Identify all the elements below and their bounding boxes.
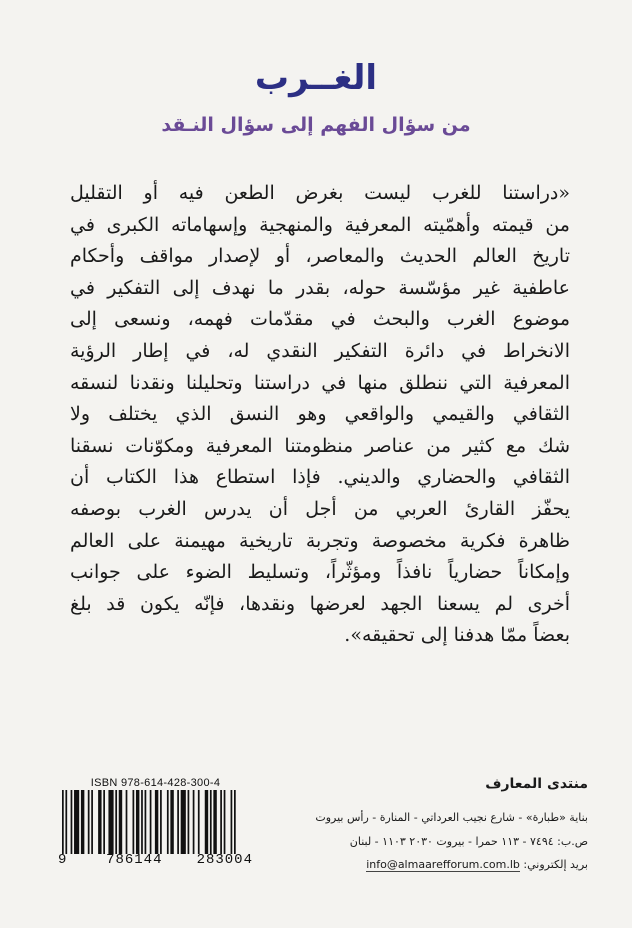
barcode-bar bbox=[170, 790, 173, 854]
barcode-bar bbox=[210, 790, 212, 854]
blurb-line: الثقافي والقيمي والواقعي وهو النسق الذي يختلف ولا bbox=[70, 403, 570, 426]
blurb-line: يحفّز القارئ العربي من أجل أن يدرس الغرب بوصفه bbox=[70, 497, 570, 520]
isbn-label: ISBN 978-614-428-300-4 bbox=[90, 777, 221, 789]
blurb-line: عاطفية غير مؤسّسة حوله، بقدر ما نهدف إلى التفكير في bbox=[70, 276, 570, 299]
barcode-bars bbox=[58, 790, 253, 854]
barcode-digit-group-right: 283004 bbox=[196, 852, 253, 868]
barcode-digits bbox=[58, 852, 253, 868]
book-subtitle: من سؤال الفهم إلى سؤال النـقد bbox=[161, 114, 471, 136]
barcode-bar bbox=[103, 790, 105, 854]
barcode-bar bbox=[150, 790, 152, 854]
barcode-bar bbox=[141, 790, 143, 854]
barcode-bar bbox=[145, 790, 147, 854]
publisher-address: بناية «طبارة» - شارع نجيب العرداتي - المنارة - رأس بيروت bbox=[315, 811, 588, 824]
isbn-barcode bbox=[58, 776, 253, 868]
blurb-line: الثقافي والحضاري والديني. فإذا استطاع هذا الكتاب أن bbox=[70, 466, 570, 489]
blurb-text bbox=[70, 178, 570, 652]
barcode-digit-group-left: 786144 bbox=[106, 852, 163, 868]
barcode-bar bbox=[231, 790, 233, 854]
barcode-bar bbox=[74, 790, 79, 854]
barcode-bar bbox=[213, 790, 216, 854]
barcode-bar bbox=[181, 790, 186, 854]
barcode-bar bbox=[193, 790, 195, 854]
blurb-line: أخرى لم يسعنا الجهد لعرضها ونقدها، فإنّه يكون قد بلغ bbox=[70, 592, 570, 615]
blurb-line: تاريخ العالم الحديث والمعاصر، أو لإصدار مواقف وأحكام bbox=[70, 245, 570, 268]
blurb-line: موضوع الغرب والبحث في مقدّمات فهمه، ونسعى إلى bbox=[70, 308, 570, 331]
barcode-bar bbox=[160, 790, 162, 854]
blurb-line: المعرفية التي ننطلق منها في دراستنا وتحليلنا ونقدنا لنسقه bbox=[70, 371, 570, 394]
barcode-bar bbox=[198, 790, 200, 854]
blurb-line: شك مع كثير من عناصر منظومتنا المعرفية ومكوّنات نسقنا bbox=[70, 434, 570, 457]
blurb-line: الانخراط في دائرة التفكير النقدي له، في إطار الرؤية bbox=[70, 339, 570, 362]
barcode-bar bbox=[133, 790, 135, 854]
barcode-bar bbox=[224, 790, 226, 854]
blurb-line: وإمكاناً حضارياً نافذاً ومؤثّراً، وتسليط الضوء على جوانب bbox=[70, 561, 570, 584]
blurb-line: بعضاً ممّا هدفنا إلى تحقيقه». bbox=[344, 624, 570, 647]
barcode-bar bbox=[98, 790, 101, 854]
barcode-bar bbox=[234, 790, 236, 854]
blurb-line: «دراستنا للغرب ليست بغرض الطعن فيه أو التقليل bbox=[70, 182, 570, 204]
barcode-bar bbox=[126, 790, 128, 854]
barcode-bar bbox=[91, 790, 93, 854]
blurb-line: ظاهرة فكرية مخصوصة وتجربة تاريخية مهيمنة على العالم bbox=[70, 529, 570, 552]
barcode-bar bbox=[115, 790, 117, 854]
publisher-pobox: ص.ب: ٧٤٩٤ - ١١٣ حمرا - بيروت ٢٠٣٠ ١١٠٣ - لبنان bbox=[349, 835, 588, 848]
barcode-bar bbox=[220, 790, 222, 854]
barcode-bar bbox=[136, 790, 139, 854]
email-label: بريد إلكتروني: bbox=[523, 858, 588, 871]
barcode-bar bbox=[155, 790, 158, 854]
publisher-name: منتدى المعارف bbox=[485, 776, 588, 792]
barcode-bar bbox=[177, 790, 179, 854]
barcode-bar bbox=[62, 790, 64, 854]
blurb-line: من قيمته وأهمّيته المعرفية والمنهجية وإسهاماته الكبرى في bbox=[70, 213, 570, 236]
barcode-bar bbox=[71, 790, 73, 854]
barcode-bar bbox=[188, 790, 190, 854]
barcode-lead-digit: 9 bbox=[58, 852, 67, 868]
barcode-bar bbox=[81, 790, 84, 854]
barcode-bar bbox=[65, 790, 67, 854]
publisher-email-row bbox=[288, 854, 588, 876]
barcode-bar bbox=[88, 790, 90, 854]
barcode-bar bbox=[205, 790, 208, 854]
barcode-bar bbox=[108, 790, 113, 854]
barcode-bar bbox=[167, 790, 169, 854]
barcode-bar bbox=[119, 790, 122, 854]
book-title: الغــرب bbox=[254, 58, 378, 98]
publisher-info bbox=[288, 776, 588, 876]
email-address[interactable]: info@almaarefforum.com.lb bbox=[366, 858, 520, 871]
